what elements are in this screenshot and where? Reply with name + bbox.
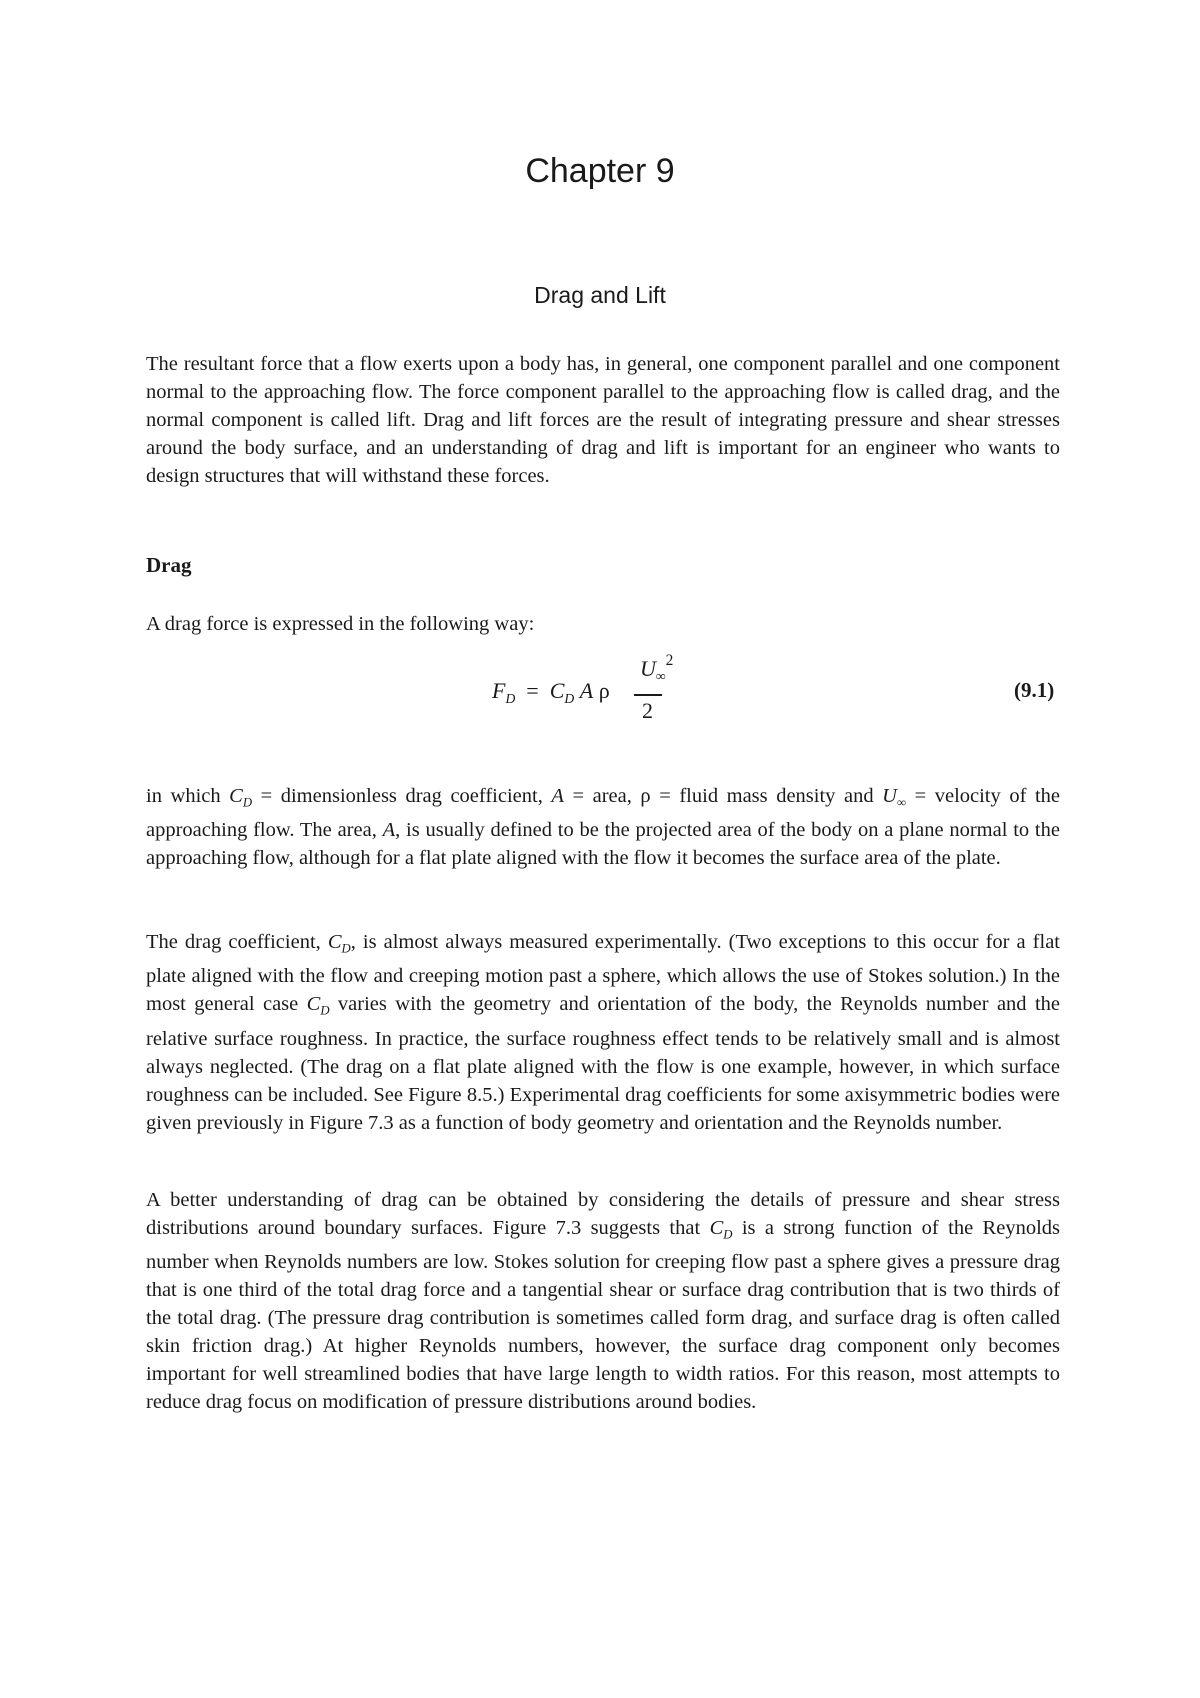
fraction-bar [634, 694, 662, 696]
equation-lhs: $F_D = C_D$ A ρ [492, 678, 610, 706]
drag-coefficient-paragraph: The drag coefficient, $C_D$, is almost always measured experimentally. (Two exceptions to this occur for a flat plate aligned with the flow and creeping motion past a sphere, which allows the use of Stokes solution.) In the most general case $C_D$ varies with the geometry and orientation of the body, the Reynolds number and the relative surface roughness. In practice, the surface roughness effect tends to be relatively small and is almost always neglected. (The drag on a flat plate aligned with the flow is one example, however, in which surface roughness can be included. See Figure 8.5.) Experimental drag coefficients for some axisymmetric bodies were given previously in Figure 7.3 as a function of body geometry and orientation and the Reynolds number. [146, 931, 1060, 1134]
intro-paragraph: The resultant force that a flow exerts upon a body has, in general, one component parallel and one component normal to the approaching flow. The force component parallel to the approaching flow is called drag, and the normal component is called lift. Drag and lift forces are the result of integrating pressure and shear stresses around the body surface, and an understanding of drag and lift is important for an engineer who wants to design structures that will withstand these forces. [146, 353, 1060, 487]
chapter-subtitle: Drag and Lift [534, 282, 666, 308]
drag-lead-paragraph: A drag force is expressed in the following way: [146, 613, 535, 635]
drag-equation [0, 650, 1200, 730]
equation-body [492, 650, 692, 730]
equation-number: (9.1) [1014, 678, 1055, 702]
definitions-paragraph: in which $C_D$ = dimensionless drag coefficient, A = area, ρ = fluid mass density and $U_\infty$ = velocity of the approaching flow. The area, A, is usually defined to be the projected area of the body on a plane normal to the approaching flow, although for a flat plate aligned with the flow it becomes the surface area of the plate. [146, 785, 1061, 870]
equation-denominator: 2 [642, 698, 653, 723]
drag-heading: Drag [146, 553, 192, 577]
chapter-title: Chapter 9 [525, 152, 675, 190]
drag-understanding-paragraph: A better understanding of drag can be obtained by considering the details of pressure and shear stress distributions around boundary surfaces. Figure 7.3 suggests that $C_D$ is a strong function of the Reynolds number when Reynolds numbers are low. Stokes solution for creeping flow past a sphere gives a pressure drag that is one third of the total drag force and a tangential shear or surface drag contribution that is two thirds of the total drag. (The pressure drag contribution is sometimes called form drag, and surface drag is often called skin friction drag.) At higher Reynolds numbers, however, the surface drag component only becomes important for well streamlined bodies that have large length to width ratios. For this reason, most attempts to reduce drag focus on modification of pressure distributions around bodies. [146, 1189, 1061, 1414]
equation-numerator: $U_\infty^2$ [640, 652, 674, 684]
